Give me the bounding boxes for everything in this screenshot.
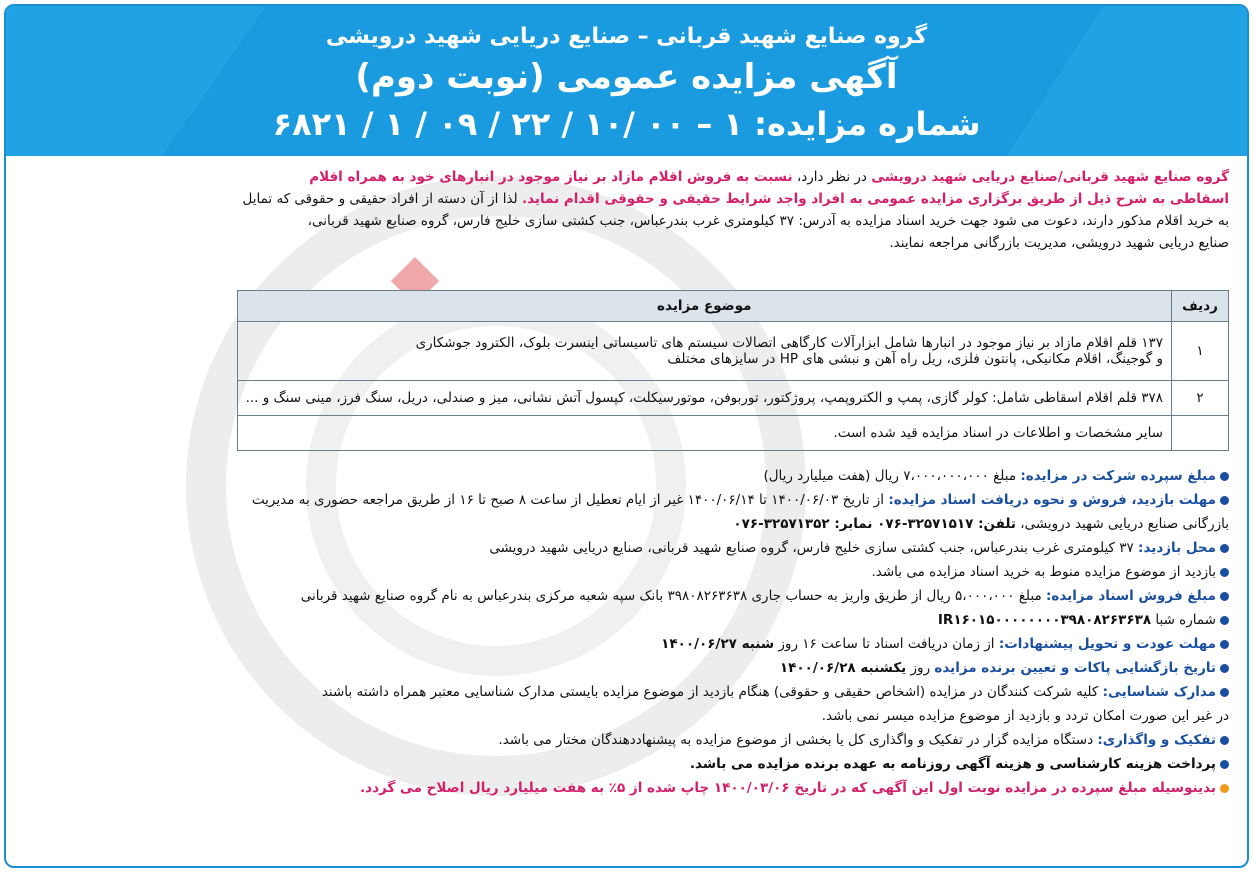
detail-item	[24, 728, 1229, 752]
detail-text: روز	[906, 660, 935, 676]
bullet-icon	[1220, 544, 1229, 553]
detail-text: کلیه شرکت کنندگان در مزایده (اشخاص حقیقی و حقوقی) هنگام بازدید از موضوع مزایده بایستی مدارک شناسایی معتبر همراه داشته باشند	[321, 684, 1103, 700]
row-number	[1172, 416, 1229, 451]
detail-emphasis: IR۱۶۰۱۵۰۰۰۰۰۰۰۰۳۹۸۰۸۲۶۳۶۳۸	[937, 612, 1152, 628]
bullet-icon	[1220, 664, 1229, 673]
detail-label: مبلغ سپرده شرکت در مزایده:	[1020, 468, 1216, 484]
detail-item	[24, 656, 1229, 680]
detail-text: دستگاه مزایده گزار در تفکیک و واگذاری کل یا بخشی از موضوع مزایده به پیشنهاددهندگان مختار می باشد.	[498, 732, 1098, 748]
detail-label: تفکیک و واگذاری:	[1097, 732, 1216, 748]
row-subject-text: و گوجینگ، اقلام مکانیکی، پانتون فلزی، ریل راه آهن و نبشی های HP در سایزهای مختلف	[667, 351, 1163, 367]
bullet-icon	[1220, 568, 1229, 577]
bullet-icon	[1220, 472, 1229, 481]
row-number: ۲	[1172, 381, 1229, 416]
detail-item	[24, 584, 1229, 608]
detail-text: بازرگانی صنایع دریایی شهید درویشی،	[1015, 516, 1229, 532]
row-subject-text: ۱۳۷ قلم اقلام مازاد بر نیاز موجود در انبارها شامل ابزارآلات کارگاهی اتصالات سیستم های تاسیساتی اینسرت بلوک، الکترود جوشکاری	[415, 335, 1163, 351]
row-subject	[237, 322, 1171, 381]
row-subject: سایر مشخصات و اطلاعات در اسناد مزایده قید شده است.	[237, 416, 1171, 451]
notice-title: آگهی مزایده عمومی (نوبت دوم)	[355, 57, 898, 97]
detail-text: از تاریخ ۱۴۰۰/۰۶/۰۳ تا ۱۴۰۰/۰۶/۱۴ غیر از ایام تعطیل از ساعت ۸ صبح تا ۱۶ از طریق مراجعه حضوری به مدیریت	[251, 492, 889, 508]
intro-text: در نظر دارد،	[792, 169, 872, 185]
detail-emphasis: تلفن: ۳۲۵۷۱۵۱۷-۰۷۶ نمابر: ۳۲۵۷۱۳۵۲-۰۷۶	[733, 516, 1016, 532]
bullet-icon	[1220, 640, 1229, 649]
detail-text: مبلغ ۷،۰۰۰،۰۰۰،۰۰۰ ریال (هفت میلیارد ریال)	[763, 468, 1021, 484]
auction-number: شماره مزایده: ۱ – ۰۰ /۱۰ / ۲۲ / ۰۹ / ۱ / ۶۸۲۱	[272, 105, 981, 143]
detail-item	[24, 488, 1229, 512]
detail-item	[24, 608, 1229, 632]
detail-text: مبلغ ۵،۰۰۰،۰۰۰ ریال از طریق واریز به حساب جاری ۳۹۸۰۸۲۶۳۶۳۸ بانک سپه شعبه مرکزی بندرعباس به نام گروه صنایع شهید قربانی	[300, 588, 1046, 604]
detail-label: مبلغ فروش اسناد مزایده:	[1046, 588, 1216, 604]
column-header-row: ردیف	[1172, 291, 1229, 322]
detail-item	[24, 464, 1229, 488]
detail-emphasis: پرداخت هزینه کارشناسی و هزینه آگهی روزنامه به عهده برنده مزایده می باشد.	[689, 756, 1216, 772]
detail-text: بازدید از موضوع مزایده منوط به خرید اسناد مزایده می باشد.	[871, 564, 1216, 580]
intro-text: لذا از آن دسته از افراد حقیقی و حقوقی که تمایل	[242, 191, 522, 207]
detail-item	[24, 752, 1229, 776]
bullet-icon	[1220, 688, 1229, 697]
detail-emphasis: شنبه ۱۴۰۰/۰۶/۲۷	[661, 636, 775, 652]
auction-items-table	[237, 290, 1229, 451]
detail-text: شماره شبا	[1151, 612, 1216, 628]
detail-item	[24, 680, 1229, 704]
table-row	[237, 381, 1228, 416]
row-subject: ۳۷۸ قلم اقلام اسقاطی شامل: کولر گازی، پمپ و الکتروپمپ، پروژکتور، توربوفن، موتورسیکلت، کپسول آتش نشانی، میز و صندلی، دریل، سنگ فرز، مینی سنگ و ...	[237, 381, 1171, 416]
detail-item	[24, 632, 1229, 656]
detail-label: مهلت عودت و تحویل پیشنهادات:	[998, 636, 1216, 652]
bullet-icon	[1220, 760, 1229, 769]
notice-details-list	[24, 464, 1229, 800]
detail-item	[24, 560, 1229, 584]
detail-item	[24, 536, 1229, 560]
detail-label: مدارک شناسایی:	[1102, 684, 1216, 700]
detail-item	[24, 776, 1229, 800]
detail-label: محل بازدید:	[1138, 540, 1216, 556]
auction-notice	[4, 4, 1249, 868]
detail-emphasis: یکشنبه ۱۴۰۰/۰۶/۲۸	[779, 660, 907, 676]
intro-text: اسقاطی به شرح ذیل از طریق برگزاری مزایده عمومی به افراد واجد شرایط حقیقی و حقوقی اقدام نماید.	[521, 191, 1229, 207]
intro-text: گروه صنایع شهید قربانی/صنایع دریایی شهید درویشی	[871, 169, 1229, 185]
column-header-subject: موضوع مزایده	[237, 291, 1171, 322]
detail-text: در غیر این صورت امکان تردد و بازدید از موضوع مزایده میسر نمی باشد.	[821, 708, 1229, 724]
bullet-icon	[1220, 736, 1229, 745]
bullet-icon	[1220, 592, 1229, 601]
intro-text: به خرید اقلام مذکور دارند، دعوت می شود جهت خرید اسناد مزایده به آدرس: ۳۷ کیلومتری غرب بندرعباس، جنب کشتی سازی خلیج فارس، گروه صنایع شهید قربانی،	[307, 213, 1229, 229]
detail-correction: بدینوسیله مبلغ سپرده در مزایده نوبت اول این آگهی که در تاریخ ۱۴۰۰/۰۳/۰۶ چاپ شده از ۵٪ به هفت میلیارد ریال اصلاح می گردد.	[360, 780, 1216, 796]
detail-label: تاریخ بازگشایی پاکات و تعیین برنده مزایده	[934, 660, 1216, 676]
intro-paragraph	[24, 166, 1229, 254]
bullet-icon	[1220, 616, 1229, 625]
detail-label: مهلت بازدید، فروش و نحوه دریافت اسناد مزایده:	[888, 492, 1216, 508]
row-number: ۱	[1172, 322, 1229, 381]
bullet-icon	[1220, 496, 1229, 505]
notice-header	[6, 6, 1247, 156]
detail-item	[24, 704, 1229, 728]
intro-text: صنایع دریایی شهید درویشی، مدیریت بازرگانی مراجعه نمایند.	[889, 235, 1229, 251]
detail-item	[24, 512, 1229, 536]
table-row	[237, 416, 1228, 451]
detail-text: از زمان دریافت اسناد تا ساعت ۱۶ روز	[774, 636, 999, 652]
table-row	[237, 322, 1228, 381]
intro-text: نسبت به فروش اقلام مازاد بر نیاز موجود در انبارهای خود به همراه اقلام	[309, 169, 793, 185]
organization-name: گروه صنایع شهید قربانی – صنایع دریایی شهید درویشی	[325, 24, 928, 49]
bullet-icon	[1220, 784, 1229, 793]
detail-text: ۳۷ کیلومتری غرب بندرعباس، جنب کشتی سازی خلیج فارس، گروه صنایع شهید قربانی، صنایع دریایی شهید درویشی	[489, 540, 1139, 556]
